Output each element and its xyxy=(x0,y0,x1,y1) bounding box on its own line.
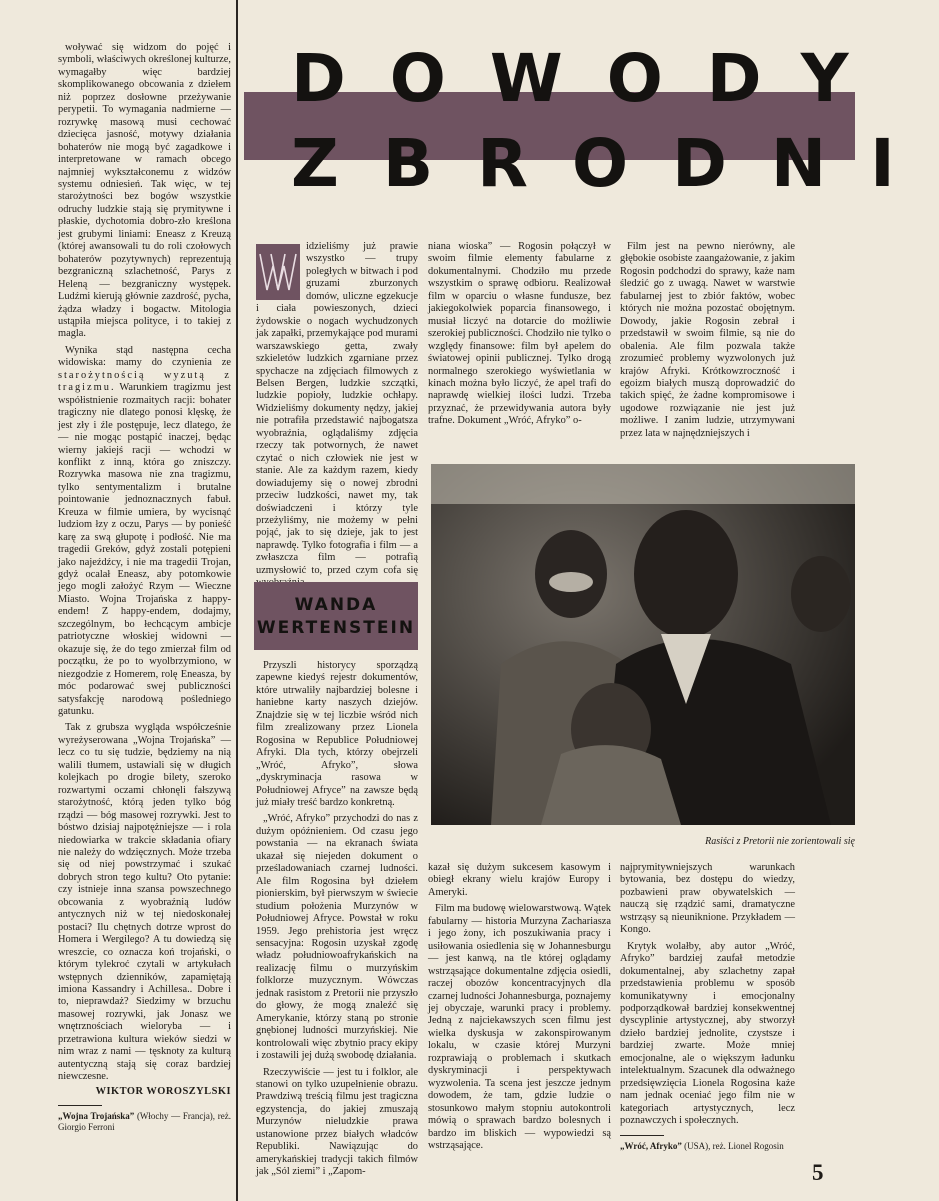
column-4-lower-paragraph-2: Krytyk wolałby, aby autor „Wróć, Afryko” bardziej zaufał metodzie dokumentalnej, aby szlachetny zapał przedstawienia problemu w sposób komunikatywny i emocjonalny podporządkował bardziej konsekwentnej dyscyplinie artystycznej, aby stworzył dzieło bardziej jednolite, czystsze i bardziej zwarte. Może mniej emocjonalne, ale o większym ładunku intelektualnym. Szacunek dla odważnego przedsięwzięcia Lionela Rogosina każe nam jednak oceniać jego film nie w kategoriach artystycznych, lecz poznawczych i społecznych. xyxy=(620,940,795,1127)
left-paragraph-3: Tak z grubsza wygląda współcześnie wyreżyserowana „Wojna Trojańska” — lecz co tu się tudzie, będziemy na nią walili tłumem, ustawiali się w długich kolejkach po drogie bilety, szeroko rozwartymi oczami chłonęli fałszywą starożytność, którą jeden tylko bóg rządzi — bóg masowej rozrywki. Jest to bóstwo dzisiaj najpotężniejsze — i rola niedowiarka w trakcie składania ofiary nie należy do wdzięcznych. Może trzeba się od niej powstrzymać i szukać dobrych stron tego kultu? Oto pytanie: czy istnieje inna szansa powszechnego obcowania z wyobraźnią ludów antycznych niż w tej niedoskonałej postaci? Ilu chętnych dotrze wprost do Homera i Wergilego? A tu dowiedzą się wreszcie, co oznacza koń trojański, o którym tylekroć czytali w artykułach wstępnych dzienników, zapamiętają imiona Kassandry i Achillesa.. Dobre i to, nieprawdaż? Siedzimy w brzuchu masowej rozrywki, jak Jonasz we wnętrznościach wieloryba — i przetrawiona kultura wieków siedzi w nim wraz z nami — tęsknoty za kulturą autentyczną stają się coraz bardziej niewczesne. xyxy=(58,722,231,1083)
column-2 xyxy=(256,241,418,590)
caption-rule-2 xyxy=(620,1135,664,1136)
figure-caption-africa: „Wróć, Afryko” (USA), reż. Lionel Rogosin xyxy=(620,1140,784,1151)
column-4-paragraph-1: Film jest na pewno nierówny, ale głębokie osobiste zaangażowanie, z jakim Rogosin podchodzi do sprawy, każe nam śledzić go z uwagą. Nawet w warstwie fabularnej jest to zbiór faktów, wobec których nie można pozostać obojętnym. Dowody, jakie Rogosin zebrał i przedstawił w swoim filmie, są nie do obalenia. Ale film pozwala także zrozumieć problemy wyzwolonych już krajów Afryki. Krótkowzroczność i egoizm białych muszą doprowadzić do takich spięć, że żadne kompromisowe i ugodowe rozwiązanie nie jest już możliwe. I zanim ludzie, utrzymywani przez lata w najnędzniejszych i xyxy=(620,241,795,439)
column-3-lower-paragraph-1: kazał się dużym sukcesem kasowym i obiegł ekrany wielu krajów Europy i Ameryki. xyxy=(428,862,611,898)
column-2-lower-paragraph-3: Rzeczywiście — jest tu i folklor, ale stanowi on tylko uzupełnienie obrazu. Prawdziwą treścią filmu jest tragiczna egzystencja, do jakiej zmuszają Murzynów nieludzkie prawa ustanowione przez białych władców Republiki. Nawiązując do amerykańskiej tradycji takich filmów jak „Sól ziemi” i „Zapom- xyxy=(256,1066,418,1178)
author-box xyxy=(254,582,418,650)
spaced-emphasis: starożytnością wyzutą z tragizmu xyxy=(58,369,231,394)
column-2-lower-paragraph-2: „Wróć, Afryko” przychodzi do nas z dużym opóźnieniem. Od czasu jego powstania — na ekranach świata ukazał się niejeden dokument o prześladowaniach czarnej ludności. Ale film Rogosina był dziełem pionierskim, był pierwszym w świecie studium położenia Murzynów w Południowej Afryce. Powstał w roku 1959. Jego prehistoria jest wręcz sensacyjna: Rogosin uzyskał zgodę władz południowoafrykańskich na realizację filmu o murzyńskim folklorze muzycznym. Wówczas jednak rasistom z Pretorii nie przyszło do głowy, że mogą znaleźć się Amerykanie, którzy staną po stronie gnębionej ludności murzyńskiej. Nie kontrolowali więc zbytnio pracy ekipy i zostawili jej dużą swobodę działania. xyxy=(256,813,418,1062)
film-still-image xyxy=(431,464,855,825)
column-4-lower xyxy=(620,862,795,1152)
column-2-lower-paragraph-1: Przyszli historycy sporządzą zapewne kiedyś rejestr dokumentów, które utrwaliły najbardziej bolesne i haniebne karty naszych dziejów. Znajdzie się w tej liczbie wśród nich film zrealizowany przez Lionela Rogosina w Republice Południowej Afryki. Dla tych, którzy obejrzeli „Wróć, Afryko”, słowa „dyskryminacja rasowa w Południowej Afryce” na zawsze będą już miały treść bardzo konkretną. xyxy=(256,660,418,808)
vertical-column-rule xyxy=(236,0,238,1201)
column-2-lower xyxy=(256,660,418,1179)
caption-rule xyxy=(58,1105,102,1106)
author-signature: WIKTOR WOROSZYLSKI xyxy=(95,1085,231,1097)
left-column xyxy=(58,42,231,1133)
page-number: 5 xyxy=(812,1160,824,1185)
column-3-lower-paragraph-2: Film ma budowę wielowarstwową. Wątek fabularny — historia Murzyna Zachariasza i jego żony, ich poszukiwania pracy i usiłowania osiedlenia się w Johannesburgu — jest kanwą, na tle której oglądamy wstrząsające dokumentalne zdjęcia osiedli, raczej obozów koncentracyjnych dla czarnej ludności Johannesburga, poznajemy jej obyczaje, warunki pracy i problemy. Jedną z najciekawszych scen filmu jest wielka dyskusja w zakonspirowanym lokalu, w czasie której Murzyni rozprawiają o problemach i skutkach dyskryminacji i perspektywach wyzwolenia. Ta scena jest jeszcze jednym dowodem, że tam, gdzie ludzie o stosunkowo małym stopniu autokontroli mówią o sprawach bardzo bolesnych i bardzo im bliskich — wypowiedzi są wstrząsające. xyxy=(428,903,611,1151)
column-2-paragraph-1: idzieliśmy już prawie wszystko — trupy poległych w bitwach i pod gruzami zburzonych domów, uliczne egzekucje i ciała powieszonych, dzieci żydowskie o nogach wychudzonych jak zapałki, przemykające pod murami warszawskiego getta, zwały szkieletów ludzkich zgarniane przez spychacze na zdjęciach filmowych z Belsen Bergen, ludzkie szczątki, ludzkie popioły, ludzkie ochłapy. Widzieliśmy dokumenty nędzy, jakiej nie potrafiła przedstawić najbogatsza wyobraźnia, oglądaliśmy zdjęcia rzeczy tak potwornych, że nawet czytać o nich człowiek nie jest w stanie. Ale za każdym razem, kiedy dowiadujemy się o nowej zbrodni przeciw ludzkości, nawet my, tak doświadczeni i którzy tyle przeżyliśmy, nie możemy w pełni pojąć, jak to się dzieje, jak to jest naprawdę. Tylko fotografia i film — a zwłaszcza film — potrafią uzmysłowić to, przed czym cofa się xyxy=(256,241,418,576)
column-4 xyxy=(620,241,795,440)
title-line-2: ZBRODNI xyxy=(291,125,939,202)
author-last-name: WERTENSTEIN xyxy=(256,618,416,638)
left-paragraph-1: woływać się widzom do pojęć i symboli, właściwych określonej kulturze, wymagałby więc bardziej skomplikowanego obcowania z dziełem niż poprzez dosłowne przeżywanie perypetii. To wymagania nadmierne — rozrywkę masową musi cechować dziecięca jasność, motywy działania bohaterów nie mogą być zagadkowe i interpretowane w ramach obcego najmniej wykształconemu z widzów systemu odniesień. Tak więc, w tej starożytności bez bogów wszystkie odruchy ludzkie stają się prymitywne i płaskie, dychotomia dobro-zło kreślona jest grubymi liniami: Eneasz z Kreuzą (której awansowali tu do roli czołowych bohaterów pozytywnych) reprezentują bezgraniczną szlachetność, Parys z Heleną — bezgraniczny występek. Ludźmi kierują głównie zazdrość, pycha, żądza władzy i bogactw. Mitologia ustąpiła miejsca polityce, i to takiej z magla. xyxy=(58,42,231,340)
figure-caption-troy: „Wojna Trojańska” (Włochy — Francja), reż. Giorgio Ferroni xyxy=(58,1111,231,1133)
column-3-paragraph-1: niana wioska” — Rogosin połączył w swoim filmie elementy fabularne z dokumentalnymi. Chodziło mu przede wszystkim o sprawę odbioru. Realizował film w oparciu o własne fundusze, bez jakiegokolwiek poparcia finansowego, i musiał liczyć na dotarcie do możliwie szerokiej publiczności. Chodziło nie tylko o względy finansowe: film był apelem do światowej opinii publicznej. Tylko drogą normalnego szerokiego wyświetlania w kinach można było liczyć, że apel trafi do naprawdę wielkiej ilości ludzi. Trzeba przyznać, że przewidywania autora były trafne. Dokument „Wróć, Afryko” o- xyxy=(428,241,611,427)
film-still-photo xyxy=(431,464,855,825)
initial-spacer xyxy=(256,241,306,301)
column-3-lower xyxy=(428,862,611,1152)
column-3 xyxy=(428,241,611,428)
title-line-1: DOWODY xyxy=(291,40,893,117)
left-paragraph-2: Wynika stąd następna cecha widowiska: mamy do czynienia ze starożytnością wyzutą z tragizmu. Warunkiem tragizmu jest współistnienie rozmaitych racji: bohater tragiczny nie dlatego ponosi klęskę, że jest zły i źle postępuje, lecz dlatego, że — nie mogąc postąpić inaczej, będąc wierny jakiejś racji — wchodzi w konflikt z inną, która go zniszczy. Rozrywka masowa nie zna tragizmu, tylko sentymentalizm i brutalne pointowanie jednoznacznych fabuł. Kreuza w filmie umiera, by wycisnąć ludziom łzy z oczu, Parys — by ponieść karę za swą głupotę i podłość. Nie ma tragedii Greków, gdyż zostali potępieni jako najeźdźcy, i nie ma tragedii Trojan, gdyż ocalał Eneasz, aby potomkowie jego mogli założyć Rzym — Wieczne Miasto. Wojna Trojańska z happy-endem! Z happy-endem, dodajmy, szczególnym, bo łechcącym ambicje patriotyczne włoskiej widowni — okazuje się, że do tego zmierzał film od początku, że po to wyolbrzymiono, w niezgodzie z Homerem, rolę Eneasza, by móc podarować swej publiczności satysfakcję narodową pośledniego gatunku. xyxy=(58,344,231,718)
column-4-lower-paragraph-1: najprymitywniejszych warunkach bytowania, bez dostępu do wiedzy, pozbawieni praw obywatelskich — nauczą się rządzić sami, dramatyczne wstrząsy są nieuniknione. Przykładem — Kongo. xyxy=(620,862,795,936)
photo-caption: Rasiści z Pretorii nie zorientowali się xyxy=(705,836,855,847)
author-first-name: WANDA xyxy=(294,595,378,615)
